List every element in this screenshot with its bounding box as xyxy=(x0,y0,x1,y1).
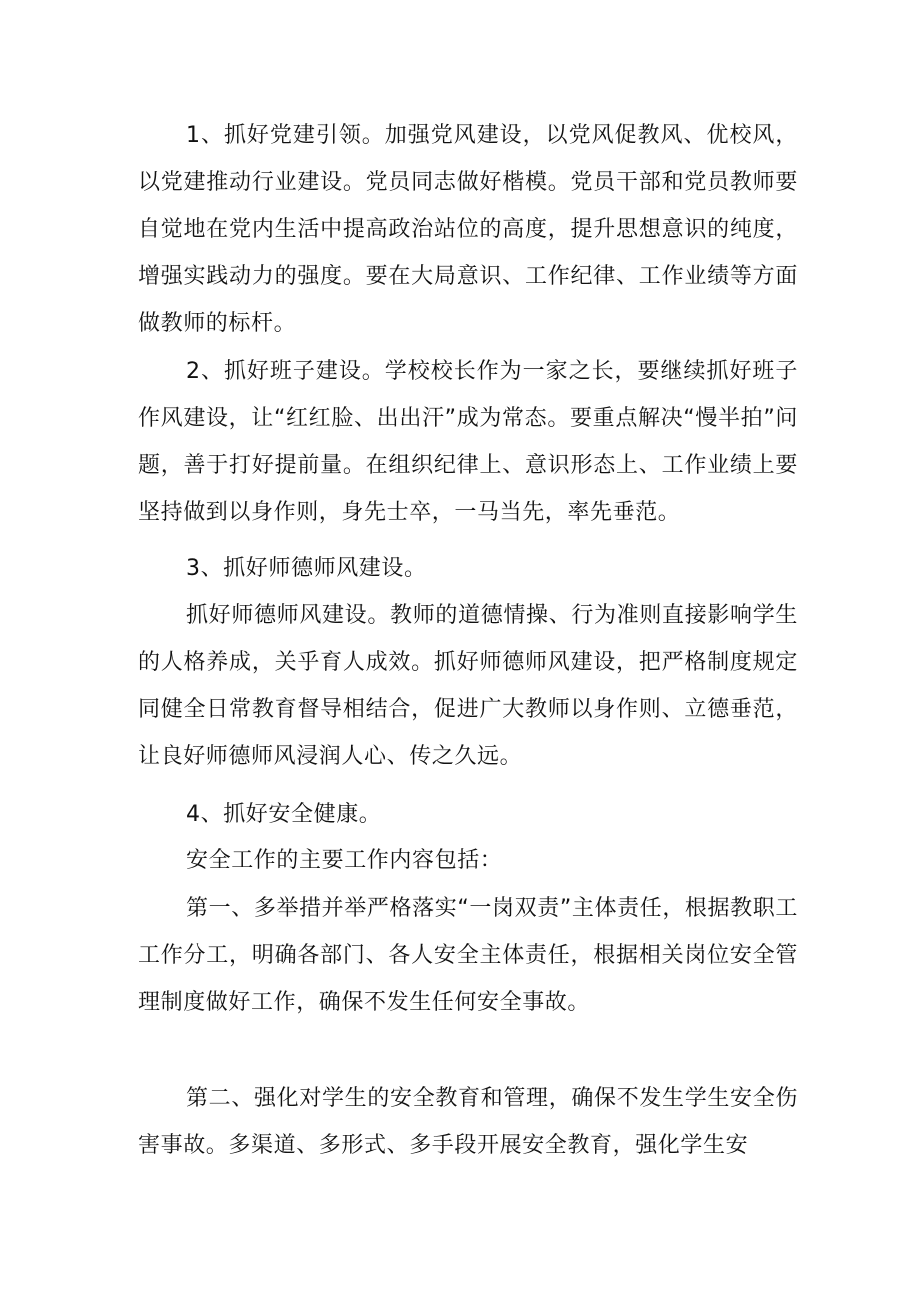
paragraph-safety-second: 第二、强化对学生的安全教育和管理，确保不发生学生安全伤害事故。多渠道、多形式、多手段开展安全教育，强化学生安 xyxy=(138,1086,798,1158)
heading-safety-health: 4、抓好安全健康。 xyxy=(186,802,382,827)
paragraph-safety-first: 第一、多举措并举严格落实“一岗双责”主体责任，根据教职工工作分工，明确各部门、各人安全主体责任，根据相关岗位安全管理制度做好工作，确保不发生任何安全事故。 xyxy=(138,896,798,1015)
paragraph-safety-intro: 安全工作的主要工作内容包括： xyxy=(186,848,503,873)
heading-teacher-ethics: 3、抓好师德师风建设。 xyxy=(186,556,427,581)
paragraph-leadership-team: 2、抓好班子建设。学校校长作为一家之长，要继续抓好班子作风建设，让“红红脸、出出汗”成为常态。要重点解决“慢半拍”问题，善于打好提前量。在组织纪律上、意识形态上、工作业绩上要坚持做到以身作则，身先士卒，一马当先，率先垂范。 xyxy=(138,359,798,525)
paragraph-party-building: 1、抓好党建引领。加强党风建设，以党风促教风、优校风，以党建推动行业建设。党员同志做好楷模。党员干部和党员教师要自觉地在党内生活中提高政治站位的高度，提升思想意识的纯度，增强实践动力的强度。要在大局意识、工作纪律、工作业绩等方面做教师的标杆。 xyxy=(138,123,798,336)
paragraph-teacher-ethics: 抓好师德师风建设。教师的道德情操、行为准则直接影响学生的人格养成，关乎育人成效。抓好师德师风建设，把严格制度规定同健全日常教育督导相结合，促进广大教师以身作则、立德垂范，让良好师德师风浸润人心、传之久远。 xyxy=(138,603,798,769)
